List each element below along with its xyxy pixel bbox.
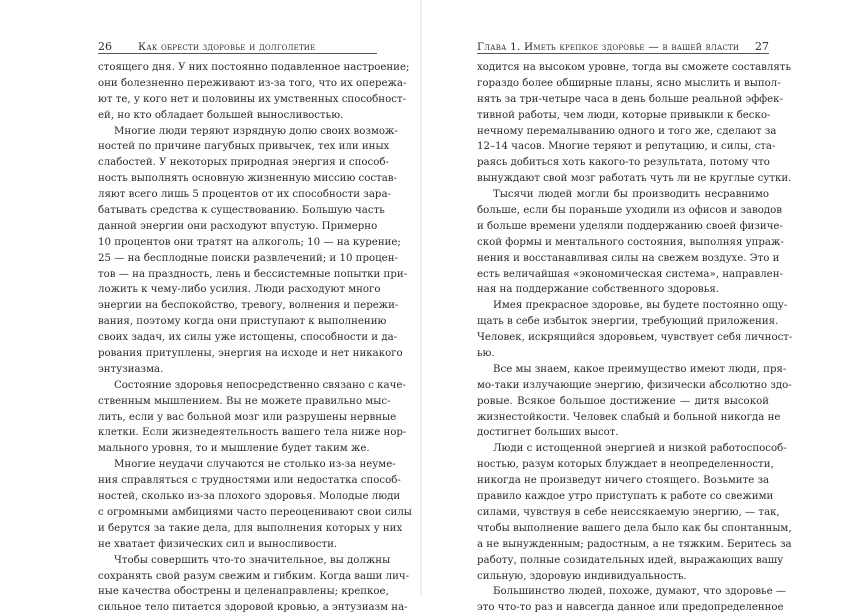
text-line: достигнет больших высот. (477, 427, 619, 439)
text-line: щать в себе избыток энергии, требующий приложения. (477, 316, 779, 328)
text-line: а не вынужденным; радостным, а не тяжким. Беритесь за (477, 538, 792, 550)
text-line: ния справляться с трудностями или недостатка способ- (98, 475, 401, 487)
text-line: ностей, сколько из-за плохого здоровья. Молодые люди (98, 491, 401, 503)
left-page-header (98, 37, 377, 54)
paragraph (98, 378, 407, 457)
text-line: нечному перемалыванию одного и того же, сделают за (477, 125, 777, 137)
text-line: ей, но кто обладает большей выносливостью. (98, 109, 344, 121)
text-line: Человек, искрящийся здоровьем, чувствует себя личност- (477, 332, 793, 344)
text-line: нять за три-четыре часа в день больше реальной эффек- (477, 93, 783, 105)
paragraph (477, 187, 784, 298)
right-page-header (477, 37, 769, 54)
text-line: рования притуплены, энергия на исходе и нет никакого (98, 348, 403, 360)
text-line: не хватает физических сил и выносливости. (98, 538, 338, 550)
text-line: ской формы и ментального состояния, выполняя упраж- (477, 236, 784, 248)
paragraph (98, 60, 410, 124)
text-line: Люди с истощенной энергией и низкой работоспособ- (493, 443, 787, 455)
text-line: правило каждое утро приступать к работе со свежими (477, 491, 774, 503)
text-line: ностью, разум которых блуждает в неопределенности, (477, 459, 774, 471)
text-line: ровые. Всякое большое достижение — дитя высокой (477, 395, 769, 407)
text-line: сильное тело питается здоровой кровью, а энтузиазм на- (98, 602, 408, 614)
text-line: батывать средства к существованию. Большую часть (98, 205, 385, 217)
text-line: нения и восстанавливая силы на свежем воздухе. Это и (477, 252, 780, 264)
right-page-number: 27 (755, 40, 769, 53)
text-line: стоящего дня. У них постоянно подавленное настроение; (98, 62, 410, 73)
text-line: сохранять свой разум свежим и гибким. Когда ваши лич- (98, 570, 410, 582)
right-page-body (477, 60, 793, 616)
paragraph (477, 441, 792, 584)
text-line: ность выполнять основную жизненную миссию состав- (98, 173, 397, 185)
text-line: сильную, здоровую индивидуальность. (477, 570, 687, 582)
text-line: Имея прекрасное здоровье, вы будете постоянно ощу- (493, 300, 788, 312)
paragraph (477, 298, 793, 362)
text-line: тивной работы, чем люди, которые привыкли к беско- (477, 109, 771, 121)
text-line: есть величайшая «экономическая система», направлен- (477, 268, 783, 280)
text-line: лить, если у вас больной мозг или разрушены нервные (98, 411, 397, 423)
text-line: вания, поэтому когда они приступают к выполнению (98, 316, 387, 328)
text-line: с огромными амбициями часто переоценивают свои силы (98, 506, 412, 518)
text-line: чтобы выполнение вашего дела было как бы спонтанным, (477, 522, 792, 534)
paragraph (98, 457, 412, 552)
text-line: ностей по причине пагубных привычек, тех или иных (98, 141, 390, 153)
text-line: ные качества обострены и целенаправлены; крепкое, (98, 586, 389, 598)
text-line: вынуждают свой мозг работать чуть ли не круглые сутки. (477, 173, 792, 185)
left-running-title: Как обрести здоровье и долголетие (138, 41, 316, 53)
text-line: энергии на беспокойство, тревогу, волнения и пережи- (98, 300, 399, 312)
text-line: Состояние здоровья непосредственно связано с каче- (114, 379, 406, 391)
text-line: и больше времени уделяли поддержанию своей физиче- (477, 220, 783, 232)
left-page-body (98, 60, 412, 616)
text-line: силами, чувствуя в себе неиссякаемую энергию, — так, (477, 506, 780, 518)
text-line: клетки. Если жизнедеятельность вашего тела ниже нор- (98, 427, 407, 439)
text-line: Большинство людей, похоже, думают, что здоровье — (493, 586, 787, 598)
text-line: своих задач, их силы уже истощены, способности и да- (98, 332, 398, 344)
right-page (421, 0, 842, 614)
text-line: это что-то раз и навсегда данное или предопределенное (477, 602, 784, 614)
text-line: данной энергии они расходуют впустую. Примерно (98, 220, 378, 232)
text-line: ная на поддержание собственного здоровья. (477, 284, 720, 296)
text-line: и берутся за такие дела, для выполнения которых у них (98, 522, 403, 534)
text-line: ложить к чему-либо усилия. Люди расходуют много (98, 284, 381, 296)
text-line: никогда не произведут ничего стоящего. Возьмите за (477, 475, 770, 487)
text-line: они болезненно переживают из-за того, что их опережа- (98, 77, 407, 89)
text-line: ют те, у кого нет и половины их умственных способност- (98, 93, 407, 105)
text-line: работу, полные созидательных идей, выражающих вашу (477, 554, 784, 566)
text-line: Многие люди теряют изрядную долю своих возмож- (114, 125, 398, 137)
text-line: 25 — на бесплодные поиски развлечений; и 10 процен- (98, 252, 398, 264)
text-line: Чтобы совершить что-то значительное, вы должны (114, 554, 391, 566)
text-line: мо-таки излучающие энергию, физически абсолютно здо- (477, 379, 792, 391)
text-line: мального уровня, то и мышление будет таким же. (98, 443, 370, 455)
text-line: Все мы знаем, какое преимущество имеют люди, пря- (493, 363, 787, 375)
text-line: ью. (477, 348, 495, 360)
text-line: гораздо более обширные планы, ясно мыслить и выпол- (477, 77, 781, 89)
text-line: 10 процентов они тратят на алкоголь; 10 — на курение; (98, 236, 401, 248)
text-line: Тысячи людей могли бы производить несравнимо (493, 189, 769, 201)
text-line: ляют всего лишь 5 процентов от их способности зара- (98, 189, 391, 201)
right-running-title: Глава 1. Иметь крепкое здоровье — в вашей власти (477, 41, 740, 53)
text-line: больше, если бы пораньше уходили из офисов и заводов (477, 205, 782, 217)
text-line: тов — на праздность, лень и бессистемные попытки при- (98, 268, 408, 280)
paragraph (477, 60, 792, 187)
text-line: жизнестойкости. Человек слабый и больной никогда не (477, 411, 781, 423)
text-line: Многие неудачи случаются не столько из-за неуме- (114, 459, 396, 471)
left-page (0, 0, 421, 614)
paragraph (477, 584, 787, 616)
text-line: ственным мышлением. Вы не можете правильно мыс- (98, 395, 391, 407)
left-page-number: 26 (98, 40, 112, 53)
paragraph (98, 124, 408, 378)
paragraph (98, 553, 410, 616)
paragraph (477, 362, 792, 441)
text-line: энтузиазма. (98, 363, 164, 375)
text-line: слабостей. У некоторых природная энергия и способ- (98, 157, 389, 169)
text-line: раясь добиться хоть какого-то результата, потому что (477, 157, 770, 169)
text-line: 12–14 часов. Многие теряют и репутацию, и силы, ста- (477, 141, 776, 153)
text-line: ходится на высоком уровне, тогда вы сможете составлять (477, 62, 791, 73)
